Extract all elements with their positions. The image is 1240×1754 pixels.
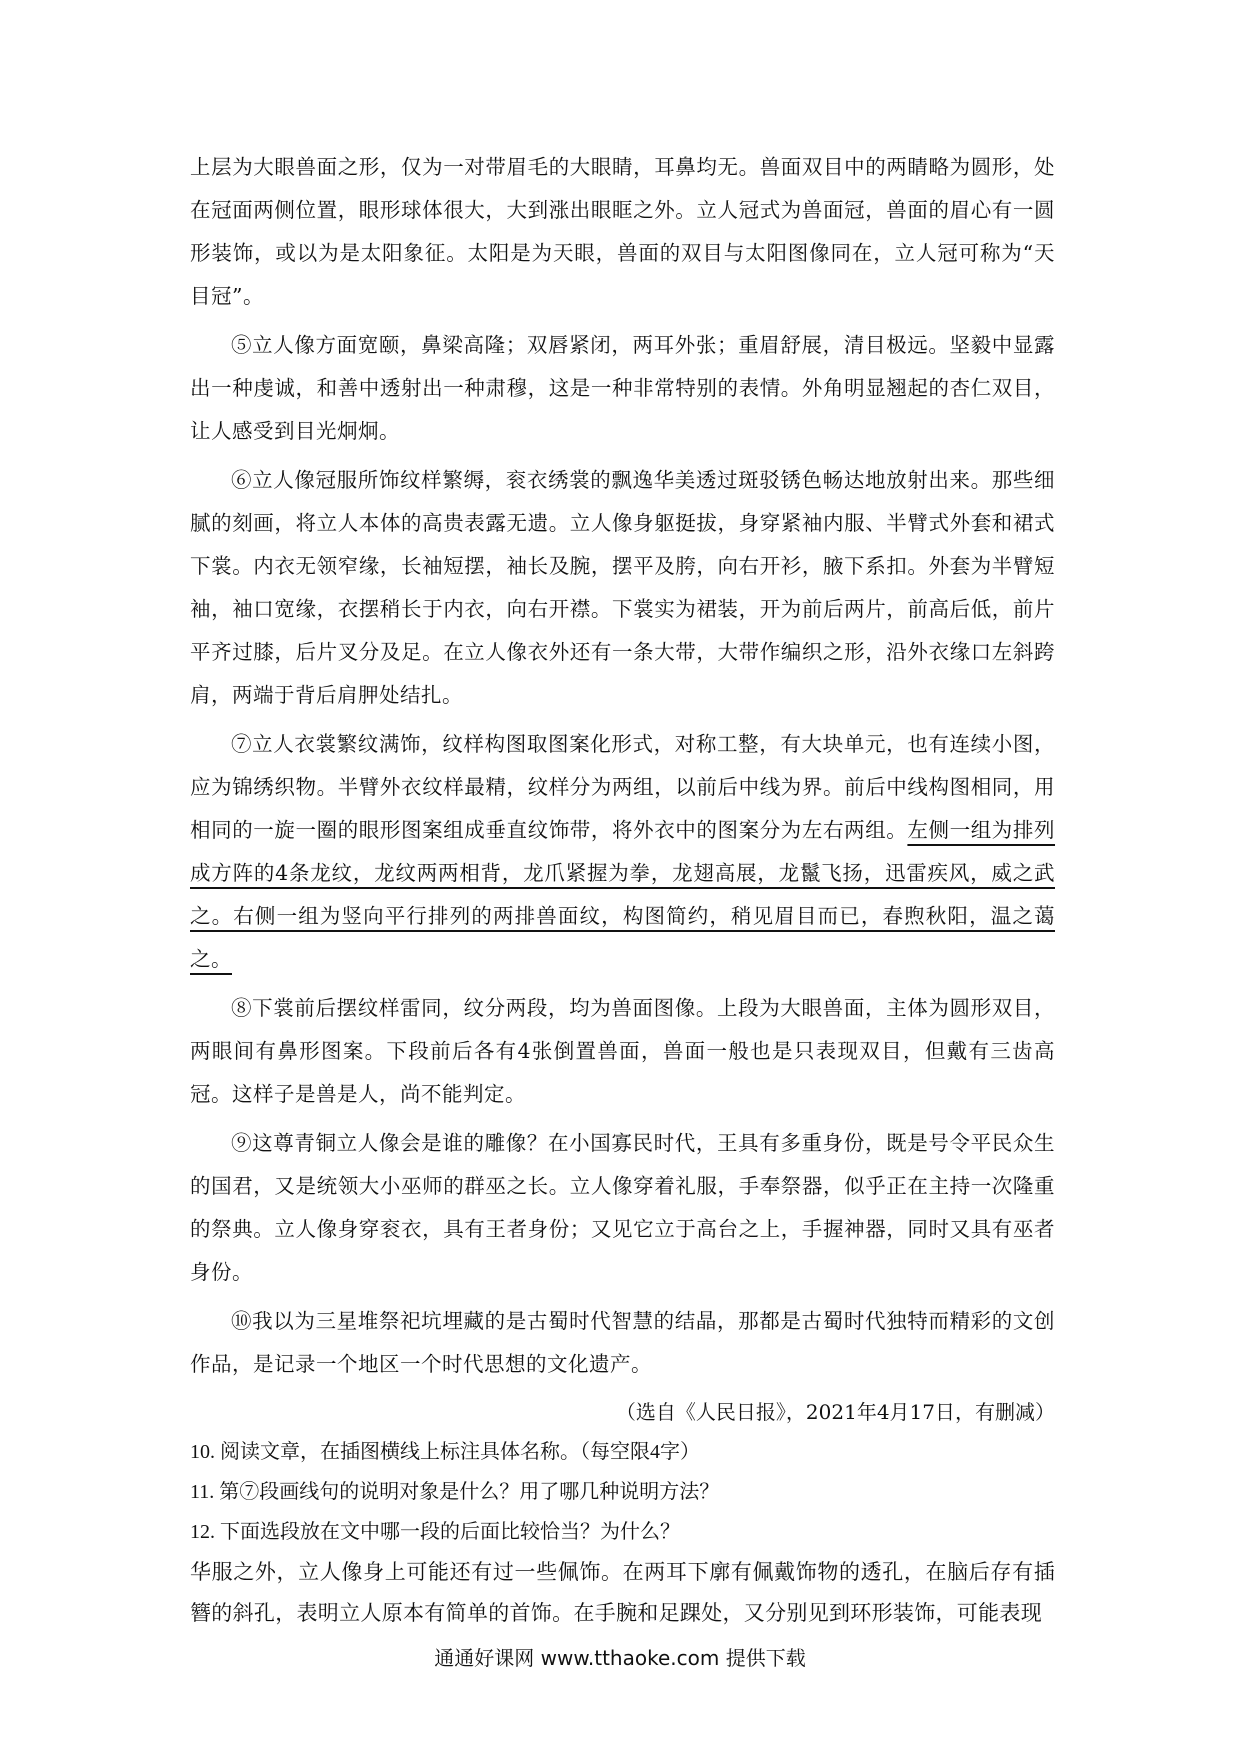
question-11: 11. 第⑦段画线句的说明对象是什么？用了哪几种说明方法？ [190,1481,720,1503]
question-12: 12. 下面选段放在文中哪一段的后面比较恰当？为什么？ [190,1521,680,1543]
question-10: 10. 阅读文章，在插图横线上标注具体名称。（每空限4字） [190,1441,700,1463]
source-citation: （选自《人民日报》，2021年4月17日，有删减） [615,1400,1055,1424]
paragraph-9: ⑨这尊青铜立人像会是谁的雕像？在小国寡民时代，王具有多重身份，既是号令平民众生的国君，又是统领大小巫师的群巫之长。立人像穿着礼服，手奉祭器，似乎正在主持一次隆重的祭典。立人像身穿衮衣，具有王者身份；又见它立于高台之上，手握神器，同时又具有巫者身份。 [190,1131,1055,1284]
paragraph-7-text: ⑦立人衣裳繁纹满饰，纹样构图取图案化形式，对称工整，有大块单元，也有连续小图，应为锦绣织物。半臂外衣纹样最精，纹样分为两组，以前后中线为界。前后中线构图相同，用相同的一旋一圈的眼形图案组成垂直纹饰带，将外衣中的图案分为左右两组。 [190,732,1055,842]
paragraph-10: ⑩我以为三星堆祭祀坑埋藏的是古蜀时代智慧的结晶，那都是古蜀时代独特而精彩的文创作品，是记录一个地区一个时代思想的文化遗产。 [190,1309,1055,1376]
underlined-sentence: 左侧一组为排列成方阵的4条龙纹，龙纹两两相背，龙爪紧握为拳，龙翅高展，龙鬣飞扬，迅雷疾风，威之武之。右侧一组为竖向平行排列的两排兽面纹，构图简约，稍见眉目而已，春煦秋阳，温之蔼之。 [190,818,1056,971]
article-body [190,146,1055,1634]
question-12-passage: 华服之外，立人像身上可能还有过一些佩饰。在两耳下廓有佩戴饰物的透孔，在脑后存有插簪的斜孔，表明立人原本有简单的首饰。在手腕和足踝处，又分别见到环形装饰，可能表现 [190,1560,1055,1625]
page-footer: 通通好课网 www.tthaoke.com 提供下载 [434,1646,806,1670]
paragraph-7 [190,723,1055,981]
paragraph-continued: 上层为大眼兽面之形，仅为一对带眉毛的大眼睛，耳鼻均无。兽面双目中的两睛略为圆形，处在冠面两侧位置，眼形球体很大，大到涨出眼眶之外。立人冠式为兽面冠，兽面的眉心有一圆形装饰，或以为是太阳象征。太阳是为天眼，兽面的双目与太阳图像同在，立人冠可称为“天目冠”。 [190,155,1055,308]
paragraph-8: ⑧下裳前后摆纹样雷同，纹分两段，均为兽面图像。上段为大眼兽面，主体为圆形双目，两眼间有鼻形图案。下段前后各有4张倒置兽面，兽面一般也是只表现双目，但戴有三齿高冠。这样子是兽是人，尚不能判定。 [190,996,1055,1106]
paragraph-6: ⑥立人像冠服所饰纹样繁缛，衮衣绣裳的飘逸华美透过斑驳锈色畅达地放射出来。那些细腻的刻画，将立人本体的高贵表露无遗。立人像身躯挺拔，身穿紧袖内服、半臂式外套和裙式下裳。内衣无领窄缘，长袖短摆，袖长及腕，摆平及胯，向右开衫，腋下系扣。外套为半臂短袖，袖口宽缘，衣摆稍长于内衣，向右开襟。下裳实为裙装，开为前后两片，前高后低，前片平齐过膝，后片叉分及足。在立人像衣外还有一条大带，大带作编织之形，沿外衣缘口左斜跨肩，两端于背后肩胛处结扎。 [190,468,1055,707]
paragraph-5: ⑤立人像方面宽颐，鼻梁高隆；双唇紧闭，两耳外张；重眉舒展，清目极远。坚毅中显露出一种虔诚，和善中透射出一种肃穆，这是一种非常特别的表情。外角明显翘起的杏仁双目，让人感受到目光炯炯。 [190,333,1055,443]
